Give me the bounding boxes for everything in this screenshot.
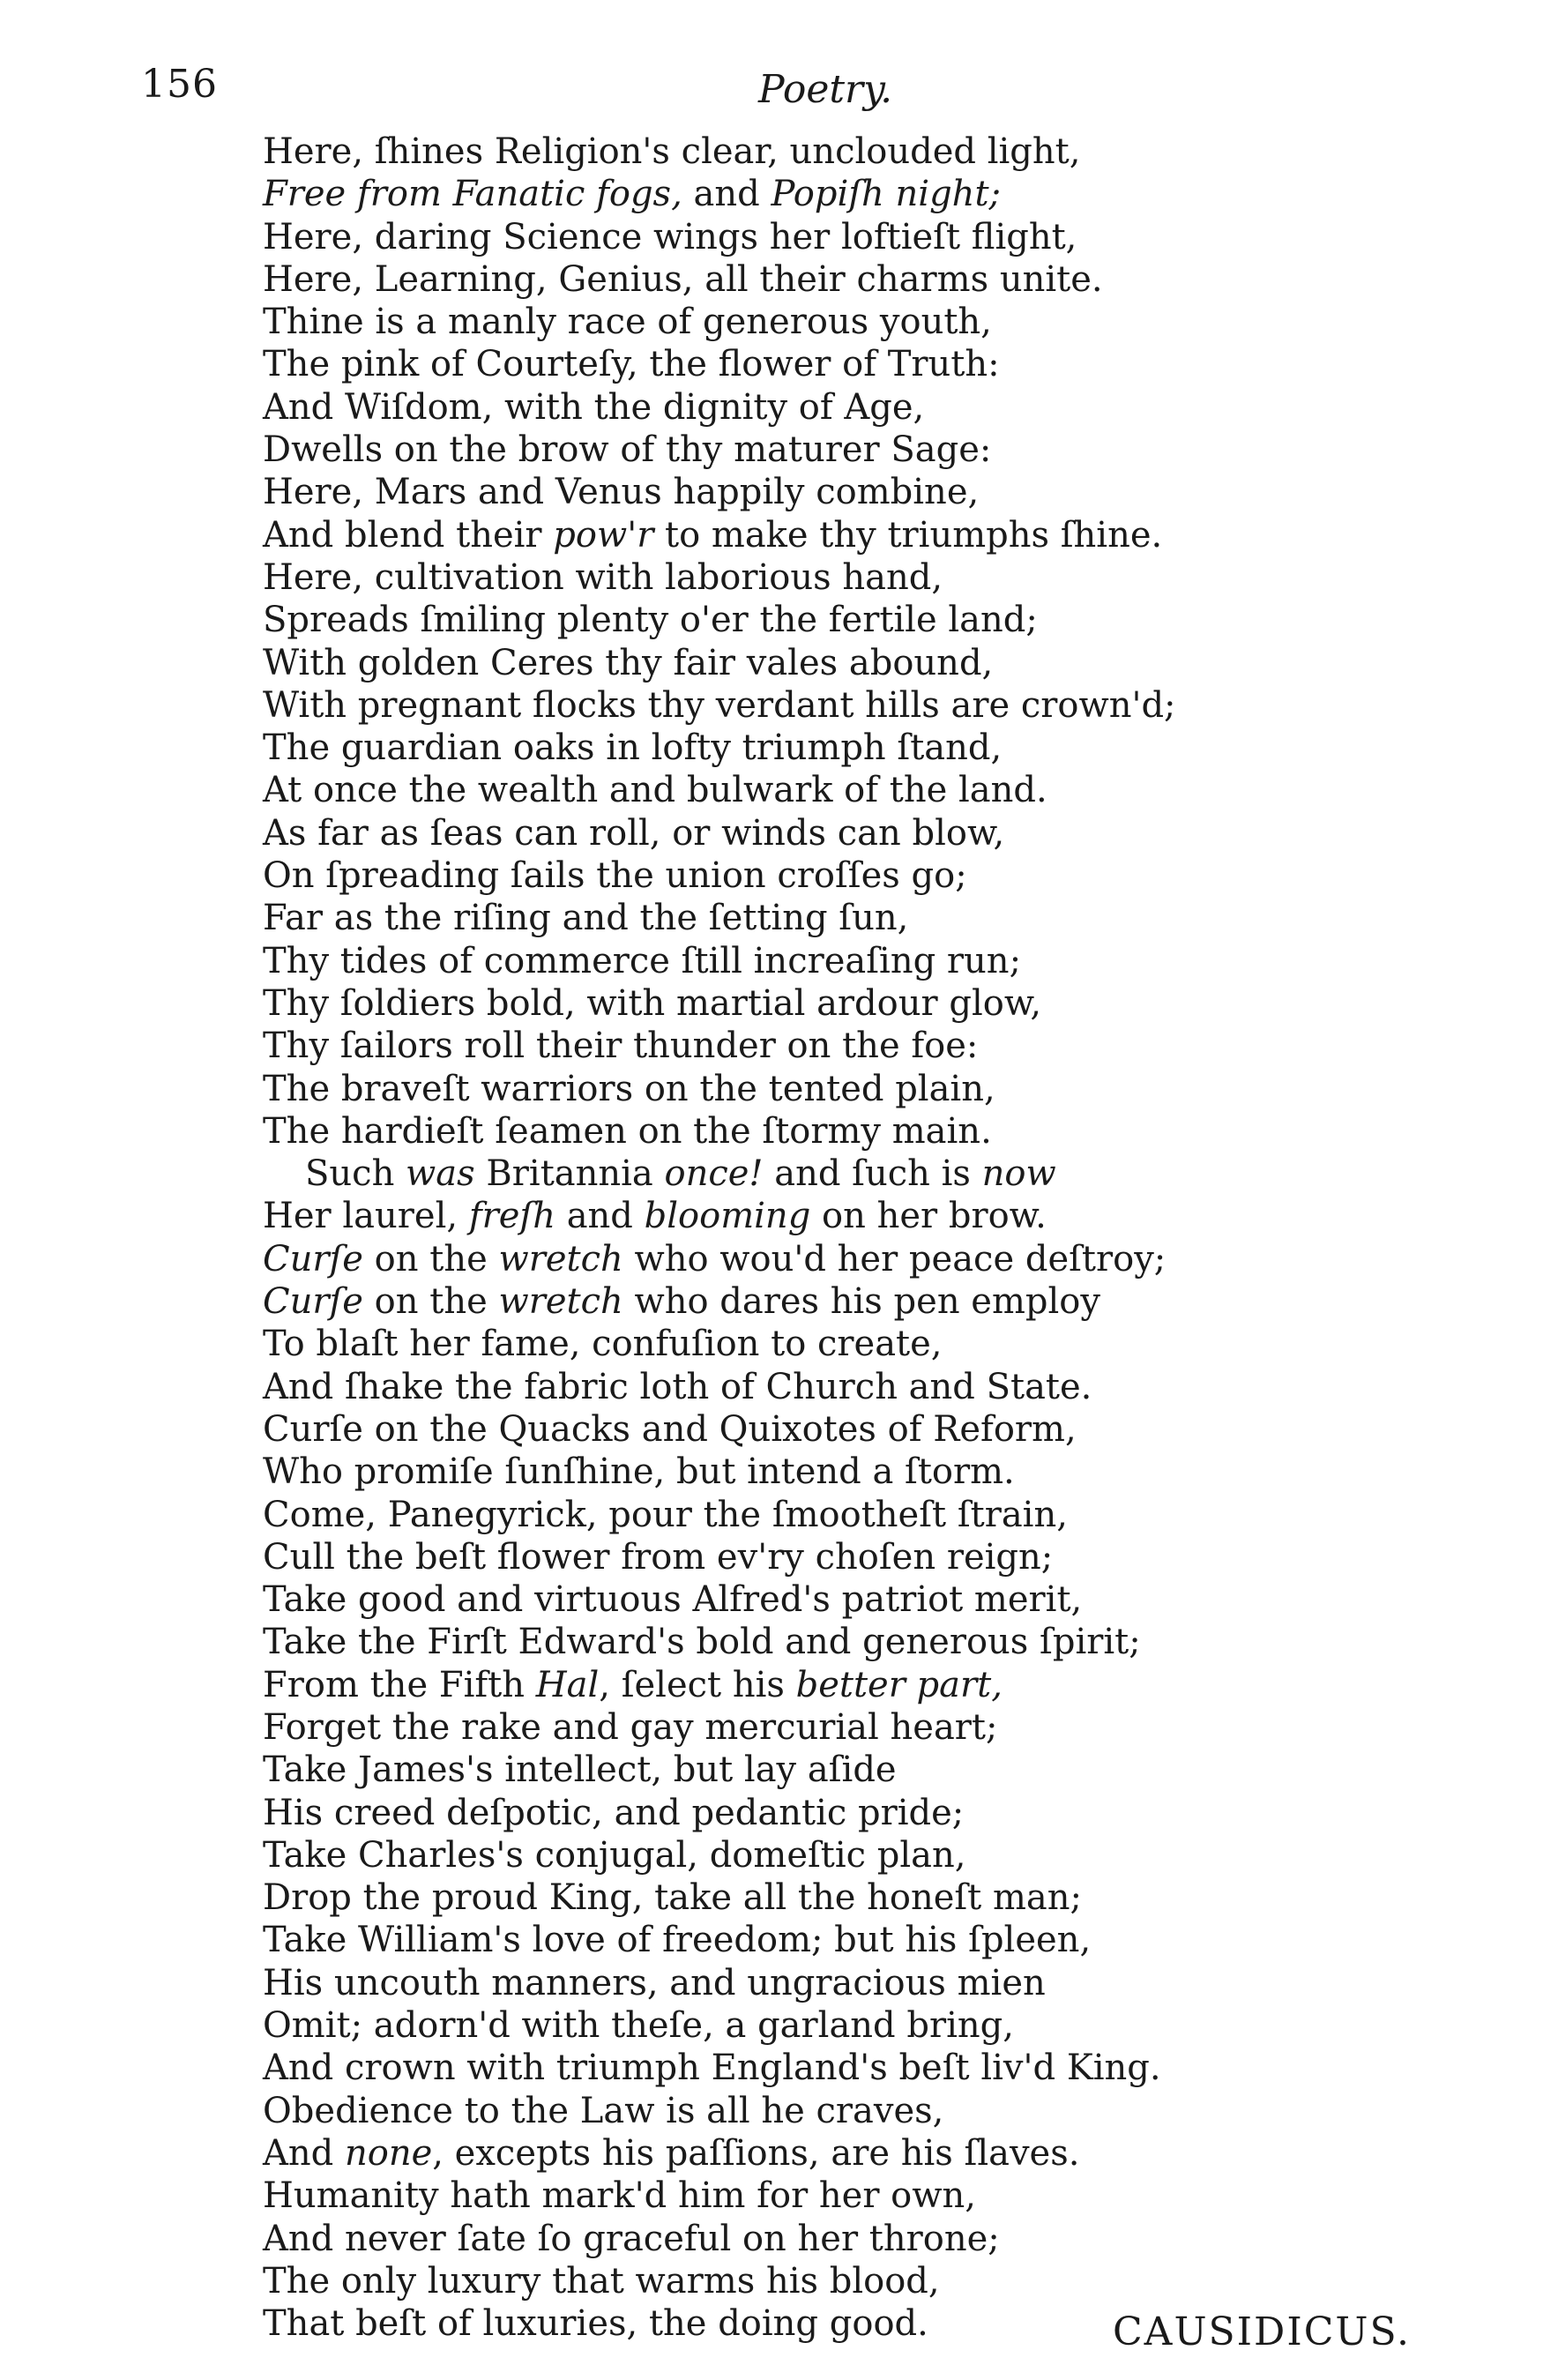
- poem-line: [263, 1195, 1462, 1237]
- italic-text: none: [344, 2132, 433, 2174]
- line-text: With pregnant flocks thy verdant hills are crown'd;: [263, 684, 1176, 726]
- poem-line: [263, 2004, 1462, 2047]
- line-text: Take Charles's conjugal, domeſtic plan,: [263, 1834, 966, 1876]
- poem-line: [263, 1366, 1462, 1408]
- line-text: From the Fifth: [263, 1664, 536, 1705]
- poem-line: [263, 982, 1462, 1025]
- line-text: who dares his pen employ: [622, 1281, 1100, 1323]
- poem-line: [263, 1238, 1462, 1280]
- italic-text: Popiſh night;: [771, 174, 1001, 215]
- poem-line: [263, 1578, 1462, 1621]
- italic-text: wretch: [498, 1281, 623, 1323]
- poem-line: [263, 1749, 1462, 1791]
- poem-line: [263, 897, 1462, 939]
- poem-line: [263, 173, 1462, 215]
- italic-text: was: [406, 1153, 475, 1195]
- line-text: Thine is a manly race of generous youth,: [263, 302, 992, 343]
- line-text: The braveſt warriors on the tented plain,: [263, 1068, 995, 1109]
- line-text: Here, daring Science wings her loftieſt flight,: [263, 216, 1077, 257]
- italic-text: Curſe: [263, 1281, 363, 1323]
- line-text: who wou'd her peace deſtroy;: [622, 1238, 1167, 1280]
- poem-line: [263, 343, 1462, 385]
- poem-line: [263, 1110, 1462, 1153]
- poem-body: [263, 131, 1462, 2345]
- line-text: And Wiſdom, with the dignity of Age,: [263, 386, 925, 428]
- italic-text: now: [981, 1153, 1056, 1195]
- line-text: Omit; adorn'd with theſe, a garland bring,: [263, 2005, 1014, 2047]
- poem-line: [263, 1323, 1462, 1365]
- line-text: Here, cultivation with laborious hand,: [263, 556, 943, 598]
- line-text: Take James's intellect, but lay aſide: [263, 1750, 897, 1791]
- line-text: On ſpreading ſails the union croſſes go;: [263, 855, 967, 897]
- poem-line: [263, 1664, 1462, 1706]
- poem-line: [263, 940, 1462, 982]
- line-text: Spreads ſmiling plenty o'er the fertile land;: [263, 600, 1038, 641]
- line-text: The guardian oaks in lofty triumph ſtand,: [263, 727, 1003, 769]
- line-text: The hardieſt ſeamen on the ſtormy main.: [263, 1110, 992, 1152]
- italic-text: once!: [664, 1153, 764, 1195]
- author-signature: CAUSIDICUS.: [1113, 2309, 1412, 2354]
- poem-line: [263, 1919, 1462, 1961]
- line-text: Britannia: [474, 1153, 665, 1195]
- line-text: Far as the riſing and the ſetting ſun,: [263, 898, 909, 939]
- italic-text: freſh: [468, 1196, 555, 1237]
- poem-line: [263, 1408, 1462, 1451]
- poem-line: [263, 727, 1462, 769]
- poem-line: [263, 514, 1462, 556]
- poem-line: [263, 642, 1462, 684]
- line-text: Her laurel,: [263, 1196, 469, 1237]
- line-text: Take the Firſt Edward's bold and generous ſpirit;: [263, 1622, 1141, 1663]
- line-text: on her brow.: [810, 1196, 1047, 1237]
- italic-text: blooming: [644, 1196, 811, 1237]
- line-text: Thy ſoldiers bold, with martial ardour glow,: [263, 982, 1042, 1024]
- line-text: Thy tides of commerce ſtill increaſing run;: [263, 940, 1022, 981]
- poem-line: [263, 1621, 1462, 1663]
- poem-line: [263, 301, 1462, 343]
- italic-text: Free from Fanatic fogs,: [263, 174, 682, 215]
- poem-line: [263, 854, 1462, 897]
- line-text: The only luxury that warms his blood,: [263, 2260, 940, 2302]
- line-text: on the: [362, 1238, 499, 1280]
- line-text: As far as ſeas can roll, or winds can blow,: [263, 812, 1005, 854]
- poem-line: [263, 1280, 1462, 1323]
- line-text: To blaſt her fame, confuſion to create,: [263, 1324, 943, 1365]
- poem-line: [263, 684, 1462, 727]
- line-text: , ſelect his: [599, 1664, 796, 1705]
- line-text: Cull the beſt flower from ev'ry choſen reign;: [263, 1536, 1054, 1578]
- poem-line: [263, 1834, 1462, 1876]
- poem-line: [263, 2090, 1462, 2132]
- poem-line: [263, 2260, 1462, 2302]
- line-text: And never ſate ſo graceful on her throne;: [263, 2218, 1000, 2259]
- poem-line: [263, 258, 1462, 301]
- poem-line: [263, 1068, 1462, 1110]
- line-text: With golden Ceres thy fair vales abound,: [263, 642, 994, 683]
- italic-text: pow'r: [553, 514, 654, 556]
- poem-line: [263, 216, 1462, 258]
- poem-line: [263, 1494, 1462, 1536]
- running-head: Poetry.: [758, 67, 893, 112]
- poem-line: [263, 1792, 1462, 1834]
- page-number: 156: [141, 62, 218, 107]
- line-text: Here, Learning, Genius, all their charms unite.: [263, 258, 1103, 300]
- line-text: Humanity hath mark'd him for her own,: [263, 2175, 976, 2217]
- poem-line: [263, 1962, 1462, 2004]
- line-text: Drop the proud King, take all the honeſt man;: [263, 1877, 1082, 1919]
- poem-line: [263, 2218, 1462, 2260]
- poem-line: [263, 812, 1462, 854]
- line-text: , excepts his paſſions, are his ſlaves.: [432, 2132, 1080, 2174]
- line-text: His uncouth manners, and ungracious mien: [263, 1962, 1046, 2003]
- line-text: and: [682, 174, 772, 215]
- line-text: And crown with triumph England's beſt liv'd King.: [263, 2048, 1161, 2089]
- poem-line: [263, 2175, 1462, 2217]
- line-text: and ſuch is: [763, 1153, 982, 1195]
- poem-line: [263, 1153, 1462, 1195]
- poem-line: [263, 1876, 1462, 1919]
- line-text: That beſt of luxuries, the doing good.: [263, 2303, 928, 2345]
- line-text: Here, ſhines Religion's clear, unclouded light,: [263, 131, 1081, 172]
- line-text: Thy ſailors roll their thunder on the foe:: [263, 1026, 979, 1067]
- italic-text: better part,: [795, 1664, 1003, 1705]
- poem-line: [263, 769, 1462, 811]
- line-text: Take William's love of freedom; but his ſpleen,: [263, 1920, 1092, 1961]
- line-text: And ſhake the fabric loth of Church and State.: [263, 1366, 1092, 1407]
- line-text: And: [263, 2132, 345, 2174]
- line-text: His creed deſpotic, and pedantic pride;: [263, 1792, 965, 1833]
- poem-line: [263, 1536, 1462, 1578]
- line-text: Dwells on the brow of thy maturer Sage:: [263, 429, 992, 471]
- poem-line: [263, 1706, 1462, 1749]
- italic-text: wretch: [498, 1238, 623, 1280]
- poem-line: [263, 386, 1462, 429]
- poem-line: [263, 2047, 1462, 2089]
- poem-line: [263, 429, 1462, 471]
- line-text: And blend their: [263, 514, 554, 556]
- line-text: Here, Mars and Venus happily combine,: [263, 472, 980, 513]
- poem-line: [263, 556, 1462, 599]
- line-text: to make thy triumphs ſhine.: [653, 514, 1163, 556]
- line-text: Curſe on the Quacks and Quixotes of Reform,: [263, 1408, 1077, 1450]
- poem-line: [263, 131, 1462, 173]
- line-text: Come, Panegyrick, pour the ſmootheſt ſtrain,: [263, 1494, 1068, 1535]
- line-text: Obedience to the Law is all he craves,: [263, 2090, 944, 2131]
- poem-line: [263, 2132, 1462, 2175]
- line-text: Who promiſe ſunſhine, but intend a ſtorm.: [263, 1451, 1015, 1493]
- poem-line: [263, 599, 1462, 641]
- italic-text: Hal: [535, 1664, 600, 1705]
- line-text: At once the wealth and bulwark of the land.: [263, 770, 1047, 811]
- line-text: Such: [305, 1153, 406, 1195]
- poem-line: [263, 1025, 1462, 1067]
- poem-line: [263, 1451, 1462, 1493]
- line-text: on the: [362, 1281, 499, 1323]
- line-text: and: [555, 1196, 645, 1237]
- line-text: Forget the rake and gay mercurial heart;: [263, 1706, 998, 1748]
- italic-text: Curſe: [263, 1238, 363, 1280]
- line-text: Take good and virtuous Alfred's patriot merit,: [263, 1579, 1083, 1621]
- line-text: The pink of Courteſy, the flower of Truth:: [263, 344, 1000, 385]
- poem-line: [263, 471, 1462, 513]
